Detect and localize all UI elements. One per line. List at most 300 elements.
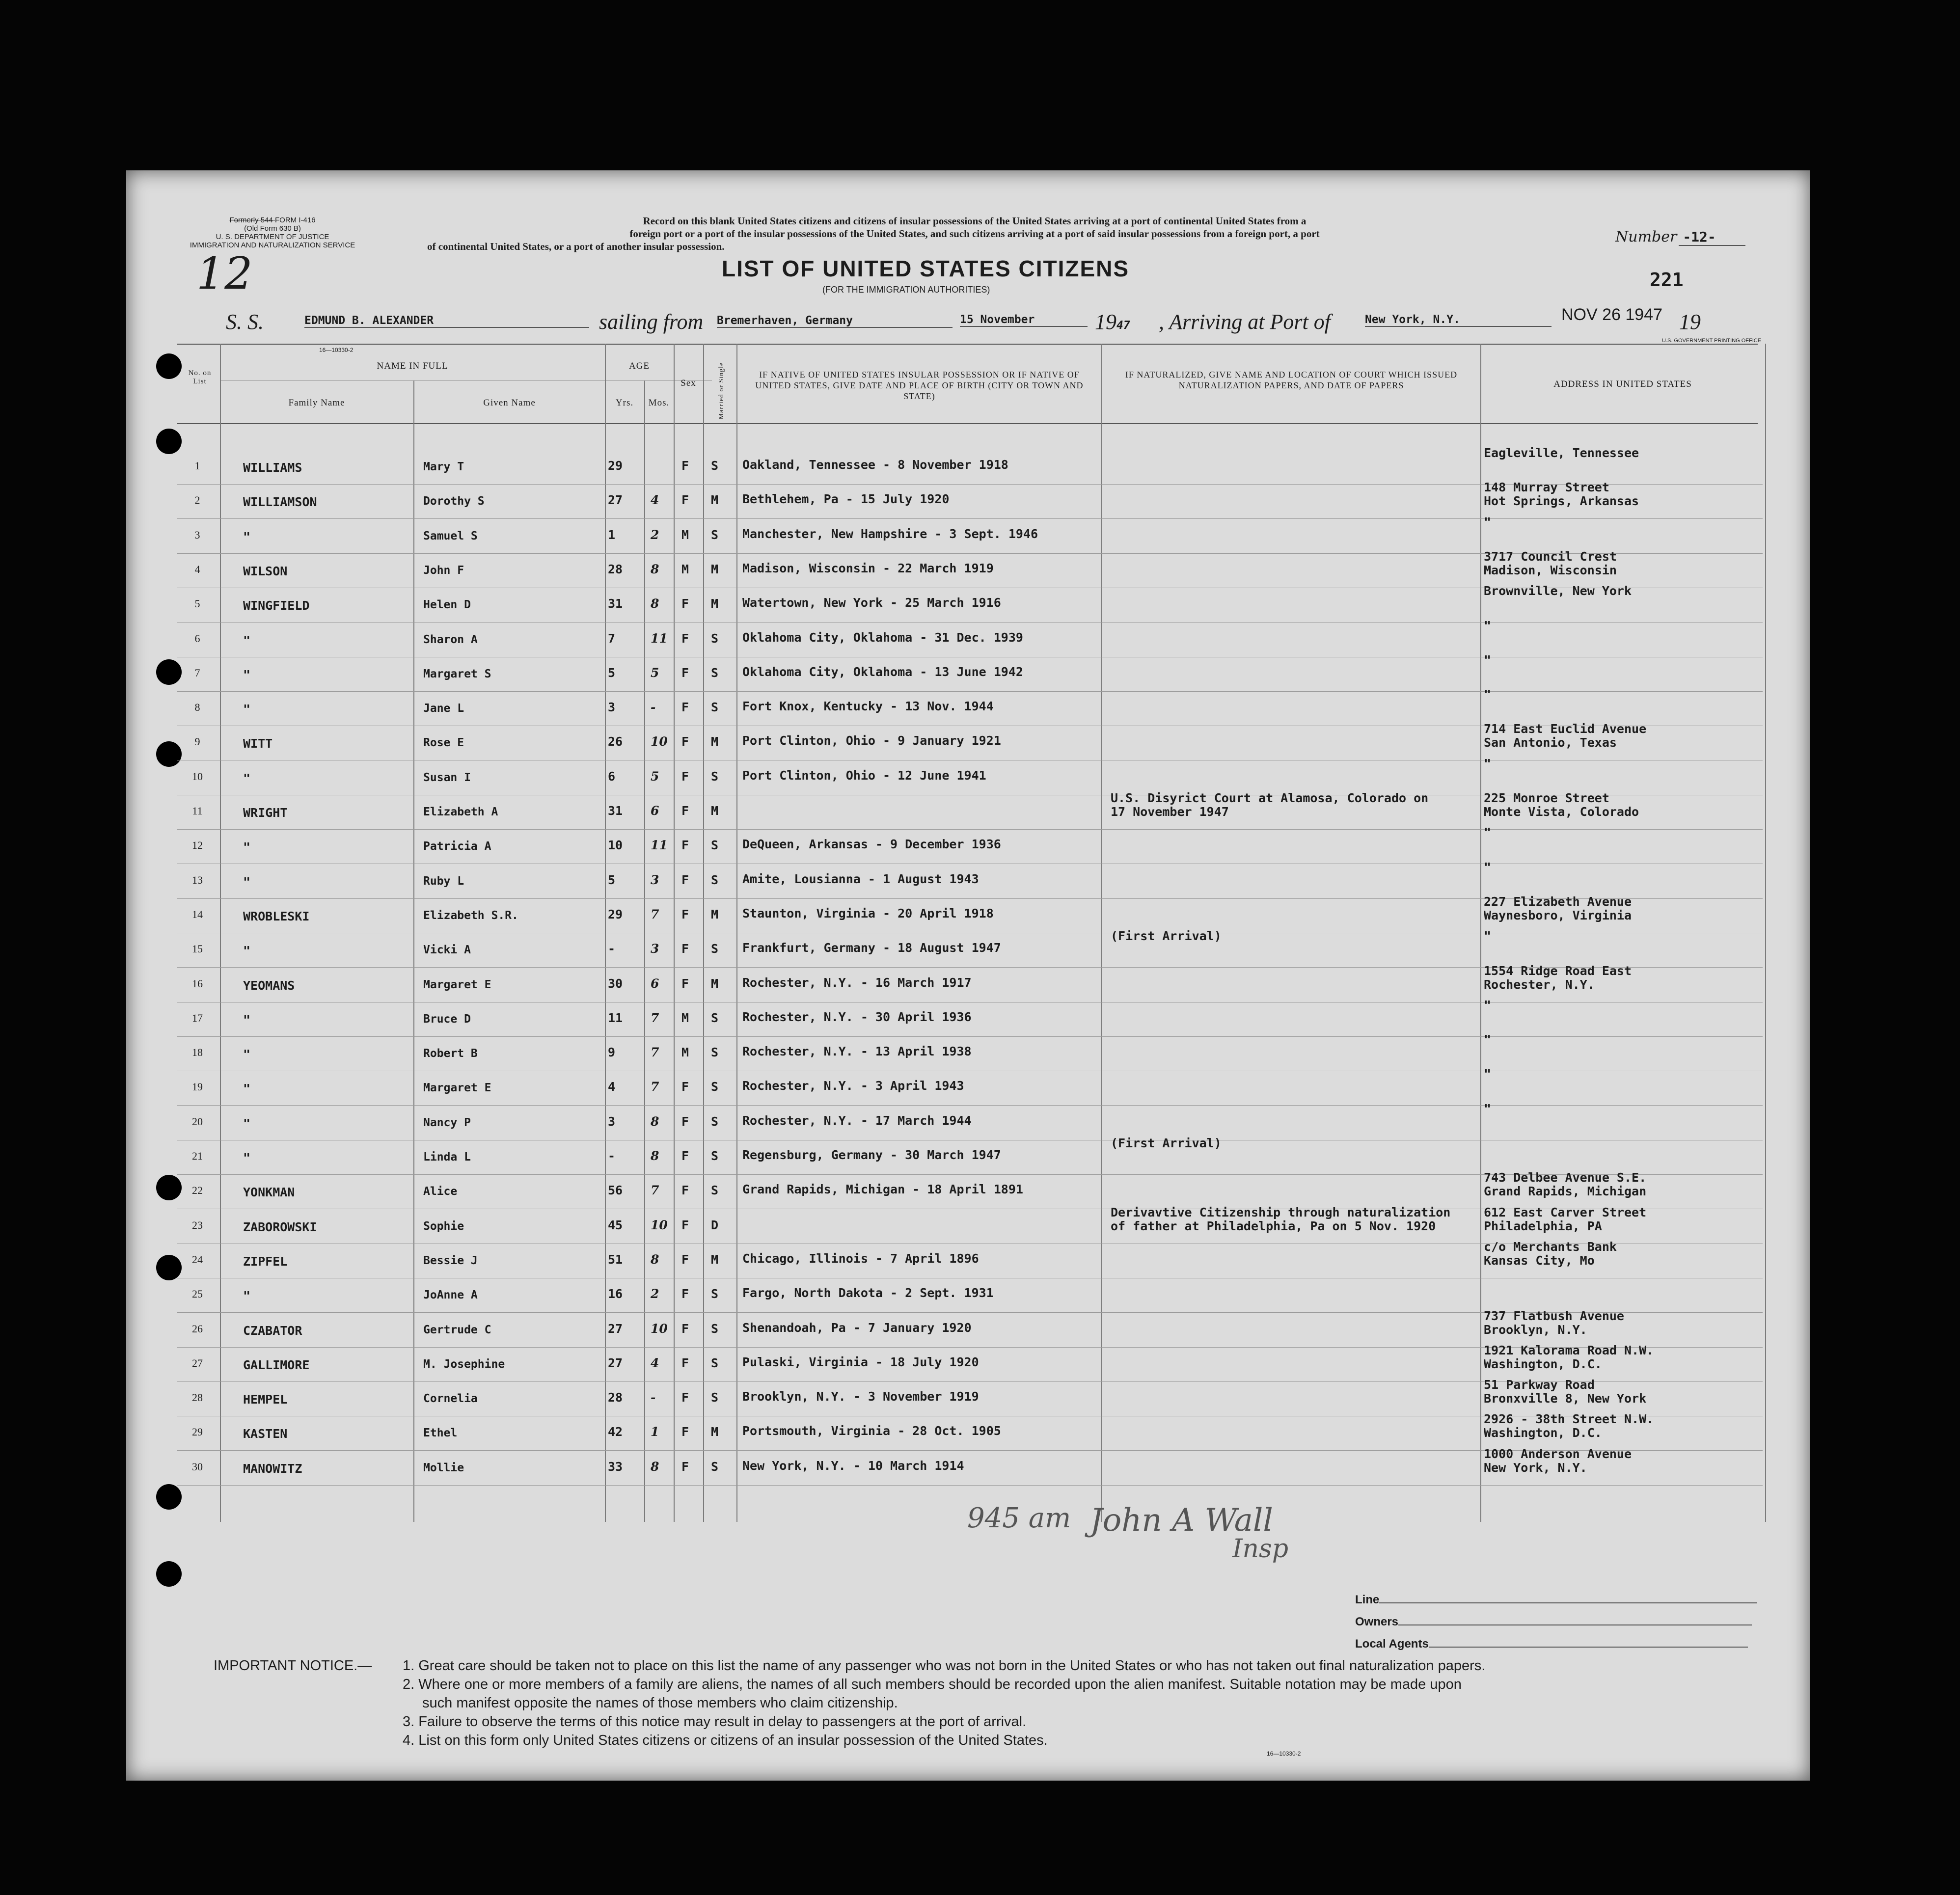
age-years: 3: [608, 1114, 616, 1129]
marital-status: S: [711, 1322, 719, 1336]
number-label: Number: [1615, 228, 1677, 245]
age-months: 6: [651, 976, 659, 991]
birth-place-date: Port Clinton, Ohio - 9 January 1921: [742, 733, 1001, 748]
age-years: 56: [608, 1183, 623, 1197]
age-years: 11: [608, 1011, 623, 1025]
sex: F: [681, 1080, 689, 1094]
address-line-1: 1921 Kalorama Road N.W.: [1484, 1343, 1654, 1357]
age-years: 27: [608, 1322, 623, 1336]
given-name: Robert B: [423, 1047, 478, 1060]
naturalization-continued: of father at Philadelphia, Pa on 5 Nov. 1920: [1111, 1219, 1436, 1233]
address-line-2: San Antonio, Texas: [1484, 735, 1617, 750]
header-family-name: Family Name: [288, 398, 345, 408]
sex: F: [681, 873, 689, 887]
form-code-block: [182, 216, 363, 249]
age-years: 45: [608, 1218, 623, 1232]
sex: F: [681, 769, 689, 784]
family-name: ": [243, 1013, 251, 1027]
marital-status: S: [711, 769, 719, 784]
row-number: 27: [192, 1357, 203, 1369]
given-name: M. Josephine: [423, 1358, 505, 1371]
row-rule: [177, 829, 1763, 830]
address-line-2: Hot Springs, Arkansas: [1484, 494, 1639, 508]
row-rule: [177, 1105, 1763, 1106]
address-line-1: 225 Monroe Street: [1484, 791, 1609, 805]
row-number: 13: [192, 874, 203, 886]
family-name: ": [243, 633, 251, 648]
address-line-1: 3717 Council Crest: [1484, 549, 1617, 564]
age-months: -: [651, 700, 656, 714]
marital-status: D: [711, 1218, 719, 1232]
notice-2-continued: such manifest opposite the names of those members who claim citizenship.: [422, 1695, 898, 1711]
given-name: Ruby L: [423, 875, 464, 888]
address-line-1: 148 Murray Street: [1484, 480, 1609, 494]
sex: F: [681, 838, 689, 852]
marital-status: S: [711, 1149, 719, 1163]
punch-hole: [156, 353, 182, 379]
number-field: [1615, 228, 1745, 245]
sex: F: [681, 1183, 689, 1197]
row-number: 18: [192, 1046, 203, 1058]
birth-place-date: New York, N.Y. - 10 March 1914: [742, 1459, 964, 1473]
family-name: HEMPEL: [243, 1392, 288, 1407]
row-rule: [177, 1036, 1763, 1037]
age-months: 10: [651, 1218, 668, 1232]
family-name: ZIPFEL: [243, 1254, 288, 1269]
sex: F: [681, 666, 689, 680]
arrival-year: 19: [1679, 310, 1701, 334]
age-months: 8: [651, 1252, 659, 1267]
sex: F: [681, 1322, 689, 1336]
age-years: 28: [608, 562, 623, 576]
birth-place-date: Rochester, N.Y. - 16 March 1917: [742, 975, 972, 990]
punch-hole: [156, 1175, 182, 1200]
age-months: 3: [651, 873, 659, 887]
address-line-1: 743 Delbee Avenue S.E.: [1484, 1170, 1647, 1185]
instructions: [427, 215, 1522, 253]
form-top: Formerly 544: [229, 216, 275, 224]
row-number: 15: [192, 943, 203, 955]
age-years: 4: [608, 1080, 616, 1094]
address-line-2: New York, N.Y.: [1484, 1461, 1587, 1475]
sex: F: [681, 1287, 689, 1301]
age-months: 8: [651, 562, 659, 576]
col-rule: [1765, 344, 1766, 1522]
birth-place-date: Watertown, New York - 25 March 1916: [742, 596, 1001, 610]
family-name: WILSON: [243, 564, 288, 578]
arriving-label: , Arriving at Port of: [1159, 310, 1331, 334]
address-line-1: ": [1484, 929, 1492, 943]
given-name: Cornelia: [423, 1392, 478, 1405]
family-name: ": [243, 1082, 251, 1096]
departure-port: Bremerhaven, Germany: [717, 314, 953, 328]
family-name: WILLIAMSON: [243, 495, 317, 509]
marital-status: M: [711, 562, 719, 576]
punch-hole: [156, 1561, 182, 1587]
marital-status: S: [711, 1390, 719, 1405]
address-line-1: 1554 Ridge Road East: [1484, 964, 1632, 978]
marital-status: M: [711, 907, 719, 921]
row-rule: [177, 518, 1763, 519]
row-number: 7: [194, 667, 200, 679]
age-years: 6: [608, 769, 616, 784]
age-months: 7: [651, 1183, 659, 1197]
age-years: 5: [608, 666, 616, 680]
marital-status: S: [711, 631, 719, 646]
naturalization: (First Arrival): [1111, 1136, 1222, 1150]
address-line-2: Bronxville 8, New York: [1484, 1391, 1647, 1406]
address-line-2: Grand Rapids, Michigan: [1484, 1184, 1647, 1198]
sex: F: [681, 1460, 689, 1474]
family-name: ": [243, 702, 251, 716]
sex: F: [681, 1390, 689, 1405]
header-married-single: Married or Single: [718, 362, 725, 420]
row-number: 8: [194, 701, 200, 713]
given-name: Margaret E: [423, 1082, 491, 1094]
signature-title: Insp: [1232, 1534, 1289, 1564]
birth-place-date: Rochester, N.Y. - 17 March 1944: [742, 1113, 972, 1128]
marital-status: S: [711, 528, 719, 542]
age-months: 10: [651, 734, 668, 749]
age-years: 7: [608, 631, 616, 646]
address-line-1: ": [1484, 757, 1492, 771]
form-number: FORM I-416: [275, 216, 316, 224]
address-line-2: Madison, Wisconsin: [1484, 563, 1617, 577]
row-number: 4: [194, 563, 200, 575]
notice-2: 2. Where one or more members of a family are aliens, the names of all such members should be recorded upon the alien manifest. Suitable notation may be made upon: [403, 1677, 1462, 1692]
address-line-2: Kansas City, Mo: [1484, 1253, 1595, 1268]
given-name: Gertrude C: [423, 1324, 491, 1336]
address-line-1: ": [1484, 825, 1492, 839]
age-months: -: [651, 1390, 656, 1405]
header-given-name: Given Name: [483, 398, 536, 408]
birth-place-date: Rochester, N.Y. - 30 April 1936: [742, 1010, 972, 1024]
family-name: ZABOROWSKI: [243, 1220, 317, 1234]
age-years: -: [608, 942, 616, 956]
punch-hole: [156, 429, 182, 454]
given-name: Linda L: [423, 1151, 471, 1164]
age-years: 5: [608, 873, 616, 887]
agents-field: [1355, 1637, 1748, 1651]
birth-place-date: Fargo, North Dakota - 2 Sept. 1931: [742, 1286, 994, 1300]
marital-status: M: [711, 493, 719, 507]
department: U. S. DEPARTMENT OF JUSTICE: [216, 233, 329, 241]
address-line-1: c/o Merchants Bank: [1484, 1240, 1617, 1254]
page-title: LIST OF UNITED STATES CITIZENS: [722, 256, 1130, 281]
family-name: MANOWITZ: [243, 1462, 302, 1476]
family-name: ": [243, 771, 251, 785]
notice-3: 3. Failure to observe the terms of this notice may result in delay to passengers at the port of arrival.: [403, 1714, 1027, 1730]
family-name: CZABATOR: [243, 1324, 302, 1338]
birth-place-date: Madison, Wisconsin - 22 March 1919: [742, 561, 994, 575]
printing-office: U.S. GOVERNMENT PRINTING OFFICE: [1662, 338, 1762, 344]
row-number: 28: [192, 1391, 203, 1404]
sex: F: [681, 459, 689, 473]
given-name: John F: [423, 564, 464, 577]
header-naturalized: IF NATURALIZED, GIVE NAME AND LOCATION OF COURT WHICH ISSUED NATURALIZATION PAPERS, AND DATE OF PAPERS: [1125, 370, 1458, 390]
address-line-2: Waynesboro, Virginia: [1484, 908, 1632, 922]
age-years: 31: [608, 596, 623, 611]
age-months: 2: [651, 528, 659, 542]
header-no: No. on List: [188, 369, 212, 385]
sex: M: [681, 1045, 689, 1059]
form-ref: 16—10330-2: [319, 347, 354, 353]
sex: F: [681, 804, 689, 818]
row-number: 25: [192, 1288, 203, 1300]
given-name: Nancy P: [423, 1116, 471, 1129]
age-years: 42: [608, 1425, 623, 1439]
address-line-2: Philadelphia, PA: [1484, 1219, 1602, 1233]
sex: F: [681, 942, 689, 956]
age-months: 5: [651, 769, 659, 784]
address-line-2: Rochester, N.Y.: [1484, 977, 1595, 992]
signature-time: 945 am: [967, 1502, 1071, 1534]
age-years: 26: [608, 734, 623, 749]
punch-hole: [156, 1484, 182, 1510]
header-age: AGE: [628, 361, 650, 371]
sex: M: [681, 562, 689, 576]
marital-status: M: [711, 596, 719, 611]
age-months: 5: [651, 666, 659, 680]
address-line-1: ": [1484, 687, 1492, 702]
given-name: Margaret S: [423, 668, 491, 680]
sex: F: [681, 493, 689, 507]
birth-place-date: Staunton, Virginia - 20 April 1918: [742, 906, 994, 920]
notice-1: 1. Great care should be taken not to place on this list the name of any passenger who was not born in the United States or who has not taken out final naturalization papers.: [403, 1658, 1486, 1674]
row-number: 24: [192, 1253, 203, 1266]
row-number: 5: [194, 597, 200, 610]
given-name: Jane L: [423, 702, 464, 715]
marital-status: S: [711, 1356, 719, 1370]
address-line-1: Brownville, New York: [1484, 584, 1632, 598]
given-name: JoAnne A: [423, 1289, 478, 1301]
service: IMMIGRATION AND NATURALIZATION SERVICE: [190, 241, 355, 249]
age-months: 7: [651, 1045, 659, 1059]
owners-label: Owners: [1355, 1615, 1399, 1628]
given-name: Alice: [423, 1185, 458, 1198]
given-name: Bessie J: [423, 1254, 478, 1267]
age-years: 51: [608, 1252, 623, 1267]
address-line-1: 2926 - 38th Street N.W.: [1484, 1412, 1654, 1426]
birth-place-date: DeQueen, Arkansas - 9 December 1936: [742, 837, 1001, 851]
birth-place-date: Manchester, New Hampshire - 3 Sept. 1946: [742, 527, 1038, 541]
header-sex: Sex: [681, 378, 696, 388]
sex: F: [681, 700, 689, 714]
age-months: 3: [651, 942, 659, 956]
given-name: Elizabeth S.R.: [423, 909, 518, 922]
sex: F: [681, 1252, 689, 1267]
sailing-label: sailing from: [599, 310, 704, 334]
marital-status: M: [711, 1425, 719, 1439]
year-field: [1095, 309, 1130, 334]
age-months: 11: [651, 631, 668, 646]
family-name: YONKMAN: [243, 1185, 295, 1199]
row-rule: [177, 691, 1763, 692]
marital-status: S: [711, 1011, 719, 1025]
col-rule: [413, 380, 414, 1522]
family-name: WILLIAMS: [243, 460, 302, 475]
given-name: Dorothy S: [423, 495, 485, 508]
sail-date: 15 November: [960, 313, 1088, 327]
age-years: 29: [608, 459, 623, 473]
age-months: 11: [651, 838, 668, 852]
age-months: 2: [651, 1287, 659, 1301]
stamp-number: 221: [1650, 269, 1684, 291]
age-months: 8: [651, 596, 659, 611]
marital-status: S: [711, 1080, 719, 1094]
age-years: 10: [608, 838, 623, 852]
row-number: 30: [192, 1461, 203, 1473]
row-number: 14: [192, 908, 203, 920]
address-line-1: ": [1484, 619, 1492, 633]
age-months: 8: [651, 1149, 659, 1163]
birth-place-date: Portsmouth, Virginia - 28 Oct. 1905: [742, 1424, 1001, 1438]
page-subtitle: (FOR THE IMMIGRATION AUTHORITIES): [822, 285, 990, 295]
age-months: 7: [651, 1011, 659, 1025]
row-number: 17: [192, 1012, 203, 1024]
marital-status: S: [711, 873, 719, 887]
sex: F: [681, 596, 689, 611]
age-months: 1: [651, 1425, 659, 1439]
birth-place-date: Oakland, Tennessee - 8 November 1918: [742, 458, 1008, 472]
punch-hole: [156, 1255, 182, 1280]
line-field: [1355, 1593, 1757, 1607]
row-number: 29: [192, 1426, 203, 1438]
given-name: Mary T: [423, 460, 464, 473]
address-line-1: 227 Elizabeth Avenue: [1484, 894, 1632, 909]
sex: F: [681, 907, 689, 921]
number-value: -12-: [1679, 229, 1745, 246]
birth-place-date: Chicago, Illinois - 7 April 1896: [742, 1251, 979, 1266]
given-name: Sharon A: [423, 633, 478, 646]
family-name: ": [243, 875, 251, 889]
age-years: 31: [608, 804, 623, 818]
bottom-form-code: 16—10330-2: [1267, 1750, 1301, 1757]
birth-place-date: Regensburg, Germany - 30 March 1947: [742, 1148, 1001, 1162]
sex: M: [681, 1011, 689, 1025]
row-number: 6: [194, 632, 200, 645]
year-prefix: 19: [1095, 310, 1116, 334]
address-line-2: Brooklyn, N.Y.: [1484, 1323, 1587, 1337]
arrival-port: New York, N.Y.: [1365, 313, 1552, 327]
instructions-line: Record on this blank United States citizens and citizens of insular possessions of the United States arriving at a port of continental United States from a: [643, 215, 1307, 227]
family-name: ": [243, 840, 251, 854]
marital-status: S: [711, 1114, 719, 1129]
address-line-1: ": [1484, 515, 1492, 529]
naturalization-continued: 17 November 1947: [1111, 805, 1229, 819]
family-name: WROBLESKI: [243, 909, 310, 923]
age-months: 7: [651, 1080, 659, 1094]
family-name: ": [243, 1047, 251, 1061]
age-years: 16: [608, 1287, 623, 1301]
sex: F: [681, 631, 689, 646]
age-months: 6: [651, 804, 659, 818]
birth-place-date: Oklahoma City, Oklahoma - 31 Dec. 1939: [742, 630, 1023, 645]
row-number: 22: [192, 1184, 203, 1196]
birth-place-date: Bethlehem, Pa - 15 July 1920: [742, 492, 950, 506]
row-number: 1: [194, 460, 200, 472]
row-number: 3: [194, 529, 200, 541]
family-name: KASTEN: [243, 1427, 288, 1441]
address-line-1: 737 Flatbush Avenue: [1484, 1309, 1624, 1323]
age-months: 8: [651, 1460, 659, 1474]
family-name: WITT: [243, 736, 273, 751]
age-months: 4: [651, 493, 659, 507]
given-name: Samuel S: [423, 530, 478, 542]
address-line-2: Washington, D.C.: [1484, 1426, 1602, 1440]
birth-place-date: Shenandoah, Pa - 7 January 1920: [742, 1321, 972, 1335]
given-name: Vicki A: [423, 944, 471, 956]
birth-place-date: Frankfurt, Germany - 18 August 1947: [742, 941, 1001, 955]
sex: F: [681, 1218, 689, 1232]
birth-place-date: Rochester, N.Y. - 3 April 1943: [742, 1079, 964, 1093]
sex: F: [681, 1114, 689, 1129]
family-name: YEOMANS: [243, 978, 295, 993]
row-number: 26: [192, 1323, 203, 1335]
age-years: 3: [608, 700, 616, 714]
instructions-line: of continental United States, or a port of another insular possession.: [427, 241, 725, 252]
marital-status: S: [711, 459, 719, 473]
family-name: ": [243, 1151, 251, 1165]
marital-status: S: [711, 1460, 719, 1474]
sex: F: [681, 734, 689, 749]
arrival-date-stamp: NOV 26 1947: [1561, 305, 1663, 324]
old-form: (Old Form 630 B): [244, 224, 301, 233]
address-line-1: 1000 Anderson Avenue: [1484, 1447, 1632, 1461]
row-number: 10: [192, 770, 203, 783]
naturalization: Derivavtive Citizenship through naturalization: [1111, 1205, 1451, 1219]
sex: F: [681, 1425, 689, 1439]
signature-name: John A Wall: [1090, 1502, 1273, 1539]
instructions-line: foreign port or a port of the insular possessions of the United States, and such citizens arriving at a port of said insular possessions from a foreign port, a port: [629, 228, 1320, 240]
age-years: -: [608, 1149, 616, 1163]
age-years: 28: [608, 1390, 623, 1405]
address-line-1: ": [1484, 653, 1492, 667]
birth-place-date: Port Clinton, Ohio - 12 June 1941: [742, 768, 986, 783]
sex: F: [681, 976, 689, 991]
given-name: Sophie: [423, 1220, 464, 1233]
birth-place-date: Pulaski, Virginia - 18 July 1920: [742, 1355, 979, 1369]
punch-hole: [156, 659, 182, 685]
address-line-1: 612 East Carver Street: [1484, 1205, 1647, 1219]
marital-status: M: [711, 734, 719, 749]
row-number: 2: [194, 494, 200, 506]
age-months: 7: [651, 907, 659, 921]
row-rule: [177, 1485, 1763, 1486]
birth-place-date: Grand Rapids, Michigan - 18 April 1891: [742, 1182, 1023, 1196]
birth-place-date: Brooklyn, N.Y. - 3 November 1919: [742, 1389, 979, 1404]
age-years: 29: [608, 907, 623, 921]
subheader-rule: [221, 380, 712, 381]
marital-status: S: [711, 1287, 719, 1301]
birth-place-date: Amite, Lousianna - 1 August 1943: [742, 872, 979, 886]
marital-status: S: [711, 666, 719, 680]
row-number: 16: [192, 977, 203, 990]
given-name: Bruce D: [423, 1013, 471, 1026]
sex: M: [681, 528, 689, 542]
header-name-in-full: NAME IN FULL: [377, 361, 448, 371]
age-years: 27: [608, 1356, 623, 1370]
marital-status: S: [711, 1045, 719, 1059]
handwritten-number: 12: [196, 248, 253, 299]
given-name: Ethel: [423, 1427, 458, 1439]
marital-status: S: [711, 838, 719, 852]
family-name: GALLIMORE: [243, 1358, 310, 1372]
row-number: 19: [192, 1081, 203, 1093]
header-birth: IF NATIVE OF UNITED STATES INSULAR POSSESSION OR IF NATIVE OF UNITED STATES, GIVE DATE AND PLACE OF BIRTH (CITY OR TOWN AND STATE): [755, 370, 1084, 401]
naturalization: (First Arrival): [1111, 929, 1222, 943]
age-years: 9: [608, 1045, 616, 1059]
